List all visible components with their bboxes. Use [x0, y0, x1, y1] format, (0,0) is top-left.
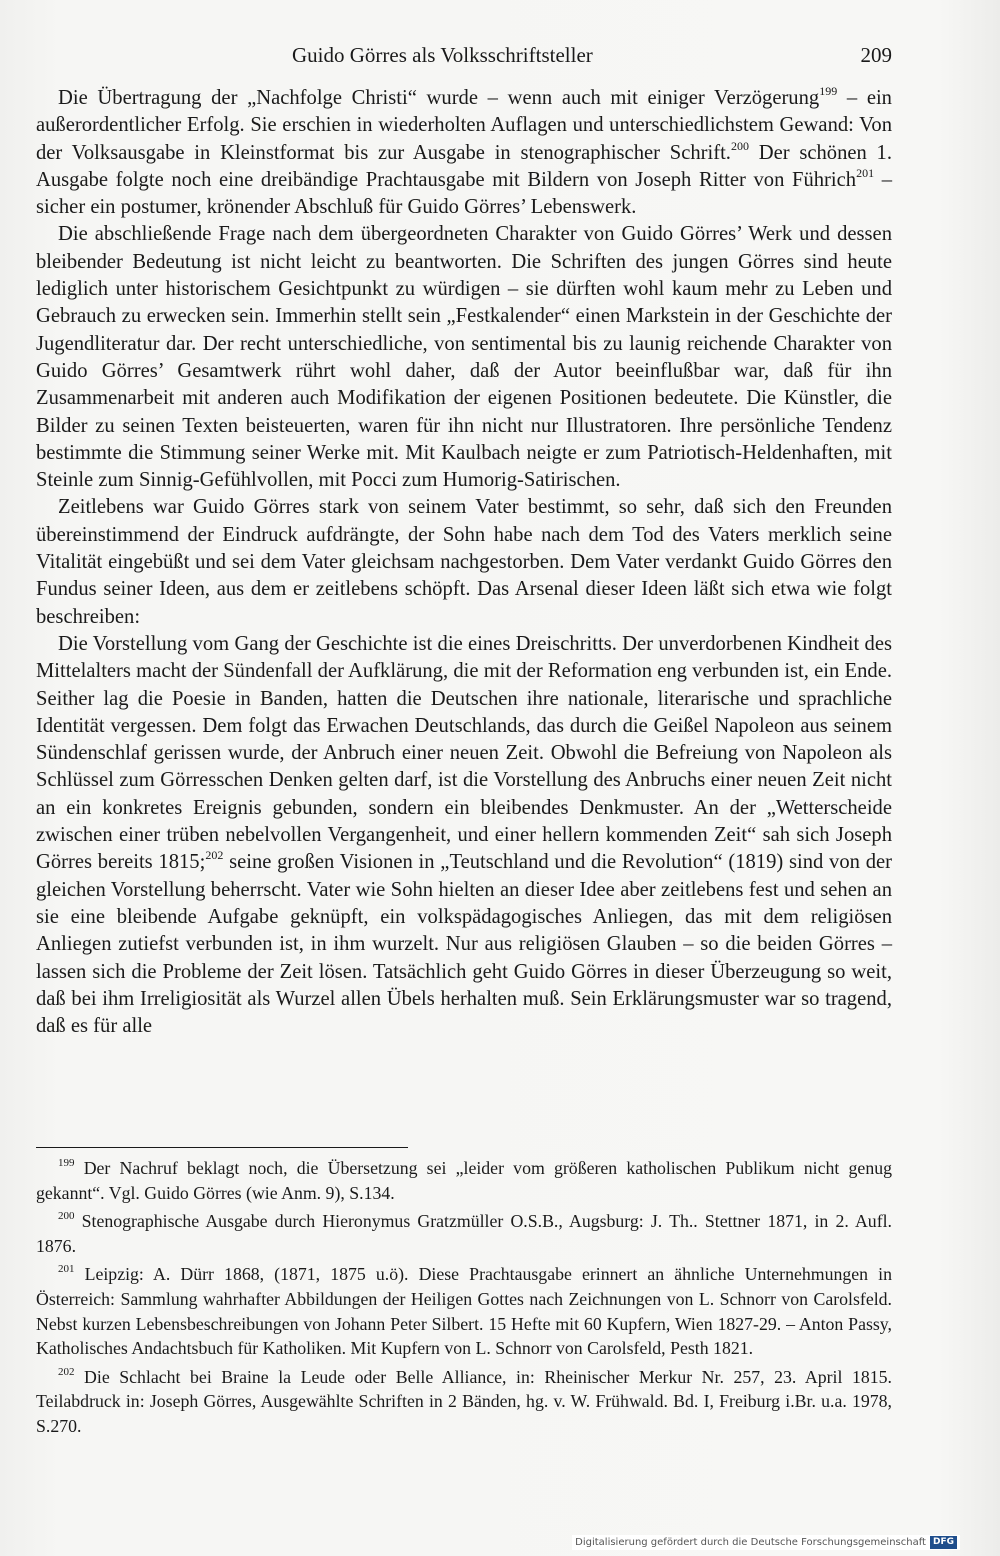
footnote-reference: 202 — [205, 848, 224, 863]
paragraph-text: Die abschließende Frage nach dem übergeordneten Charakter von Guido Görres’ Werk und dessen bleibender Bedeutung ist nicht leicht zu beantworten. Die Schriften des jungen Görres sind heute lediglich unter historischem Gesichtpunkt zu würdigen – sie dürften wohl kaum mehr zu Leben und Gebrauch zu erwecken sein. Immerhin stellt sein „Festkalender“ einen Markstein in der Geschichte der Jugendliteratur dar. Der recht unterschiedliche, von sentimental bis zu launig reichende Charakter von Guido Görres’ Gesamtwerk rührt wohl daher, daß der Autor beeinflußbar war, daß für ihn Zusammenarbeit mit anderen auch Modifikation der eigenen Positionen bedeutete. Die Künstler, die Bilder zu seinen Texten beisteuerten, waren für ihn nicht nur Illustratoren. Ihre persönliche Tendenz bestimmte die Stimmung seiner Werke mit. Mit Kaulbach neigte er zum Patriotisch-Heldenhaften, mit Steinle zum Sinnig-Gefühlvollen, mit Pocci zum Humorig-Satirischen. — [36, 223, 892, 492]
footnote-number: 202 — [58, 1365, 75, 1378]
body-text — [36, 85, 892, 1040]
footnote — [36, 1365, 892, 1439]
running-title: Guido Görres als Volksschriftsteller — [292, 43, 593, 67]
paragraph-text: Die Übertragung der „Nachfolge Christi“ wurde – wenn auch mit einiger Verzögerung — [58, 87, 820, 109]
footnote-text: Der Nachruf beklagt noch, die Übersetzung sei „leider vom größeren katholischen Publikum nicht genug gekannt“. Vgl. Guido Görres (wie Anm. 9), S.134. — [36, 1158, 892, 1203]
footnote-text: Stenographische Ausgabe durch Hieronymus Gratzmüller O.S.B., Augsburg: J. Th.. Stettner 1871, in 2. Aufl. 1876. — [36, 1211, 892, 1256]
digitization-credit-text: Digitalisierung gefördert durch die Deutsche Forschungsgemeinschaft — [575, 1537, 926, 1548]
body-paragraph — [36, 494, 892, 630]
paragraph-text: seine großen Visionen in „Teutschland und die Revolution“ (1819) sind von der gleichen Vorstellung beherrscht. Vater wie Sohn hielten an dieser Idee aber zeitlebens fest und sehen an sie eine bleibende Aufgabe geknüpft, ein volkspädagogisches Anliegen, das mit dem religiösen Anliegen zutiefst verbunden ist, in ihm wurzelt. Nur aus religiösen Glauben – so die beiden Görres – lassen sich die Probleme der Zeit lösen. Tatsächlich geht Guido Görres in dieser Überzeugung so weit, daß bei ihm Irreligiosität als Wurzel allen Übels herhalten muß. Sein Erklärungsmuster war so tragend, daß es für alle — [36, 851, 892, 1038]
footnote — [36, 1262, 892, 1360]
footnote-text: Die Schlacht bei Braine la Leude oder Belle Alliance, in: Rheinischer Merkur Nr. 257, 23. April 1815. Teilabdruck in: Joseph Görres, Ausgewählte Schriften in 2 Bänden, hg. v. W. Frühwald. Bd. I, Freiburg i.Br. u.a. 1978, S.270. — [36, 1366, 892, 1436]
paragraph-text: Der schönen 1. Ausgabe folgte noch eine dreibändige Prachtausgabe mit Bildern von Joseph Ritter von Führich — [36, 141, 893, 191]
footnote — [36, 1156, 892, 1205]
body-paragraph — [36, 221, 892, 494]
paragraph-text: – sicher ein postumer, krönender Abschluß für Guido Görres’ Lebenswerk. — [36, 168, 892, 219]
footnote-number: 199 — [58, 1157, 75, 1169]
body-paragraph — [36, 85, 892, 221]
dfg-logo: DFG — [930, 1536, 957, 1549]
footnote-reference: 200 — [730, 138, 749, 153]
footnote — [36, 1209, 892, 1258]
body-paragraph — [36, 631, 892, 1040]
paragraph-text: Zeitlebens war Guido Görres stark von seinem Vater bestimmt, so sehr, daß sich den Freunden übereinstimmend der Eindruck aufdrängte, der Sohn habe nach dem Tod des Vaters merklich seine Vitalität eingebüßt und sei dem Vater gleichsam nachgestorben. Dem Vater verdankt Guido Görres den Fundus seiner Ideen, aus dem er zeitlebens schöpft. Das Arsenal dieser Ideen läßt sich etwa wie folgt beschreiben: — [36, 496, 892, 628]
page-number: 209 — [860, 43, 892, 67]
paragraph-text: – ein außerordentlicher Erfolg. Sie erschien in wiederholten Auflagen und unterschiedlichstem Gewand: Von der Volksausgabe in Kleinstformat bis zur Ausgabe in stenographischer Schrift. — [36, 87, 892, 164]
paragraph-text: Die Vorstellung vom Gang der Geschichte ist die eines Dreischritts. Der unverdorbenen Kindheit des Mittelalters macht der Sündenfall der Aufklärung, die mit der Reformation eng verbunden ist, ein Ende. Seither lag die Poesie in Banden, hatten die Deutschen ihre nationale, literarische und sprachliche Identität vergessen. Dem folgt das Erwachen Deutschlands, das durch die Geißel Napoleon aus seinem Sündenschlaf gerissen wurde, der Anbruch einer neuen Zeit. Obwohl die Befreiung von Napoleon als Schlüssel zum Görresschen Denken gelten darf, ist die Vorstellung des Anbruchs einer neuen Zeit nicht an ein konkretes Ereignis gebunden, sondern ein bleibendes Denkmuster. An der „Wetterscheide zwischen einer trüben nebelvollen Vergangenheit, und einer hellern kommenden Zeit“ sah sich Joseph Görres bereits 1815; — [36, 632, 892, 874]
footnote-number: 201 — [58, 1263, 75, 1276]
footnote-text: Leipzig: A. Dürr 1868, (1871, 1875 u.ö). Diese Prachtausgabe erinnert an ähnliche Unternehmungen in Österreich: Sammlung wahrhafter Abbildungen der Heiligen Gottes nach Zeichnungen von L. Schnorr von Carolsfeld. Nebst kurzen Lebensbeschreibungen von Johann Peter Silbert. 15 Hefte mit 60 Kupfern, Wien 1827-29. – Anton Passy, Katholisches Andachtsbuch für Katholiken. Mit Kupfern von L. Schnorr von Carolsfeld, Pesth 1821. — [36, 1264, 892, 1359]
footnote-number: 200 — [58, 1210, 75, 1223]
footnote-reference: 199 — [819, 84, 838, 98]
footnotes — [36, 1156, 892, 1443]
footnote-reference: 201 — [856, 165, 875, 180]
digitization-credit — [572, 1535, 960, 1550]
footnote-divider — [36, 1147, 408, 1148]
